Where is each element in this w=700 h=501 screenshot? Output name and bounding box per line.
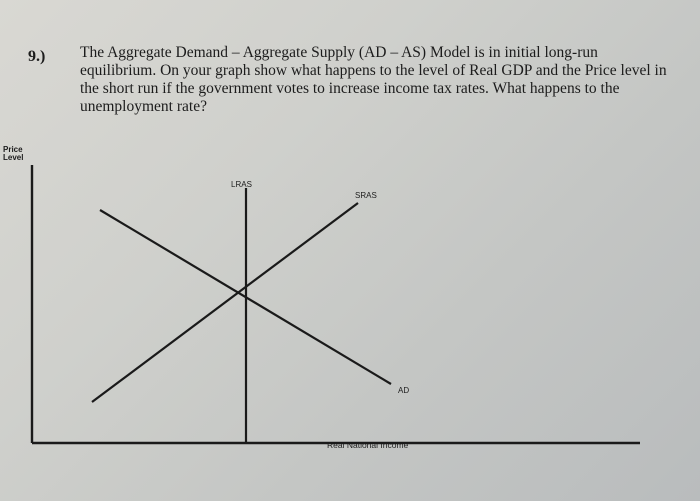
- lras-label: LRAS: [231, 180, 252, 189]
- x-axis-label: Real National Income: [327, 440, 409, 450]
- question-text: The Aggregate Demand – Aggregate Supply (AD – AS) Model is in initial long-run equilibrium. On your graph show what happens to the level of Real GDP and the Price level in the short run if the government votes to increase income tax rates. What happens to the unemployment rate?: [80, 44, 667, 115]
- y-axis-label: Price Level: [3, 145, 24, 162]
- sras-label: SRAS: [355, 191, 377, 200]
- sras-line: [92, 203, 358, 402]
- question-number: 9.): [28, 48, 46, 65]
- ad-label: AD: [398, 386, 410, 395]
